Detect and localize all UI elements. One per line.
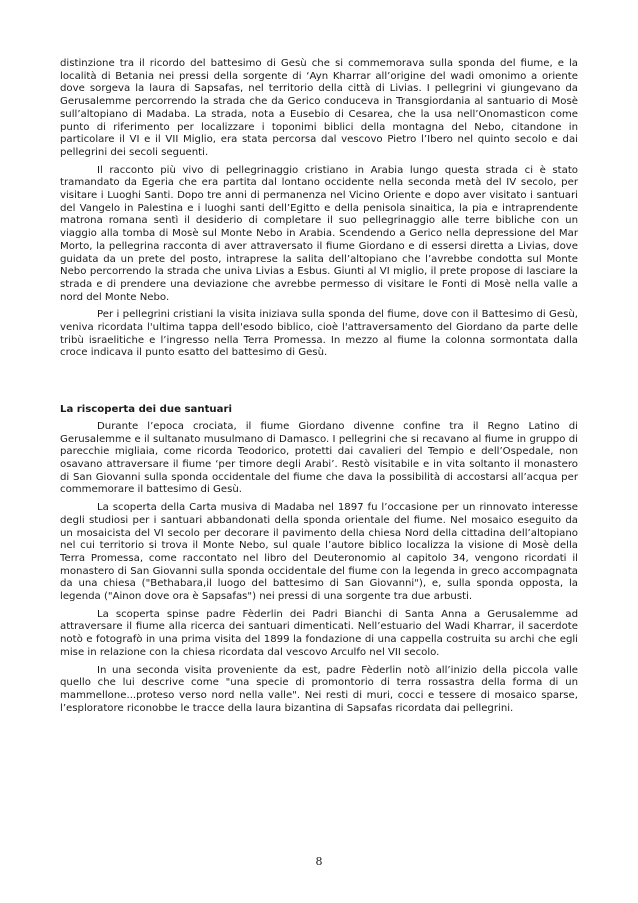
paragraph-section-4: In una seconda visita proveniente da est, padre Fèderlin notò all’inizio della piccola valle quello che lui descrive come "una specie di promontorio di terra rossastra della forma di un mammellone...proteso verso nord nella valle". Nei resti di muri, cocci e tessere di mosaico sparse, l’esploratore riconobbe le tracce della laura bizantina di Sapsafas ricordata dai pellegrini. bbox=[60, 664, 578, 714]
section-title: La riscoperta dei due santuari bbox=[60, 404, 232, 416]
paragraph-section-3: La scoperta spinse padre Fèderlin dei Padri Bianchi di Santa Anna a Gerusalemme ad attraversare il fiume alla ricerca dei santuari dimenticati. Nell’estuario del Wadi Kharrar, il sacerdote notò e fotografò in una prima visita del 1899 la fondazione di una cappella costruita su archi che egli mise in relazione con la chiesa ricordata dal vescovo Arculfo nel VII secolo. bbox=[60, 608, 578, 658]
paragraph-section-2: La scoperta della Carta musiva di Madaba nel 1897 fu l’occasione per un rinnovato interesse degli studiosi per i santuari abbandonati della sponda orientale del fiume. Nel mosaico eseguito da un mosaicista del VI secolo per decorare il pavimento della chiesa Nord della cittadina dell’altopiano nel cui territorio si trova il Monte Nebo, sul quale l’autore biblico localizza la visione di Mosè della Terra Promessa, come raccontato nel libro del Deuteronomio al capitolo 34, vengono ricordati il monastero di San Giovanni sulla sponda occidentale del fiume con la legenda in greco accompagnata da una chiesa ("Bethabara,il luogo del battesimo di San Giovanni"), e, sulla sponda opposta, la legenda ("Ainon dove ora è Sapsafas") nei pressi di una sorgente tra due arbusti. bbox=[60, 502, 578, 603]
page-number: 8 bbox=[315, 855, 323, 868]
paragraph-intro-1: distinzione tra il ricordo del battesimo di Gesù che si commemorava sulla sponda del fiume, e la località di Betania nei pressi della sorgente di ‘Ayn Kharrar all’origine del wadi omonimo a oriente dove sorgeva la laura di Sapsafas, nel territorio della città di Livias. I pellegrini vi giungevano da Gerusalemme percorrendo la strada che da Gerico conduceva in Transgiordania al santuario di Mosè sull’altopiano di Madaba. La strada, nota a Eusebio di Cesarea, che la usa nell’Onomasticon come punto di riferimento per localizzare i toponimi biblici della montagna del Nebo, citandone in particolare il VI e il VII Miglio, era stata percorsa dal vescovo Pietro l’Ibero nel quinto secolo e dai pellegrini dei secoli seguenti. bbox=[60, 58, 578, 158]
document-body bbox=[60, 58, 578, 715]
paragraph-intro-3: Per i pellegrini cristiani la visita iniziava sulla sponda del fiume, dove con il Battesimo di Gesù, veniva ricordata l'ultima tappa dell'esodo biblico, cioè l'attraversamento del Giordano da parte delle tribù israelitiche e l’ingresso nella Terra Promessa. In mezzo al fiume la colonna sormontata dalla croce indicava il punto esatto del battesimo di Gesù. bbox=[60, 309, 578, 359]
paragraph-intro-2: Il racconto più vivo di pellegrinaggio cristiano in Arabia lungo questa strada ci è stato tramandato da Egeria che era partita dal lontano occidente nella seconda metà del IV secolo, per visitare i Luoghi Santi. Dopo tre anni di permanenza nel Vicino Oriente e dopo aver visitato i santuari del Vangelo in Palestina e i luoghi santi dell’Egitto e della penisola sinaitica, la pia e intraprendente matrona romana sentì il desiderio di completare il suo pellegrinaggio alle terre bibliche con un viaggio alla tomba di Mosè sul Monte Nebo in Arabia. Scendendo a Gerico nella depressione del Mar Morto, la pellegrina racconta di aver attraversato il fiume Giordano e di essersi diretta a Livias, dove guidata da un prete del posto, intraprese la salita dell’altopiano che l’avrebbe condotta sul Monte Nebo percorrendo la strada che univa Livias a Esbus. Giunti al VI miglio, il prete propose di lasciare la strada e di prendere una deviazione che avrebbe permesso di visitare le Fonti di Mosè nella valle a nord del Monte Nebo. bbox=[60, 164, 578, 303]
paragraph-section-1: Durante l’epoca crociata, il fiume Giordano divenne confine tra il Regno Latino di Gerusalemme e il sultanato musulmano di Damasco. I pellegrini che si recavano al fiume in gruppo di parecchie migliaia, come ricorda Teodorico, protetti dai cavalieri del Tempio e dell’Ospedale, non osavano attraversare il fiume ‘per timore degli Arabi’. Restò visitabile e in vita soltanto il monastero di San Giovanni sulla sponda occidentale del fiume che dava la possibilità di accostarsi all’acqua per commemorare il battesimo di Gesù. bbox=[60, 420, 578, 496]
